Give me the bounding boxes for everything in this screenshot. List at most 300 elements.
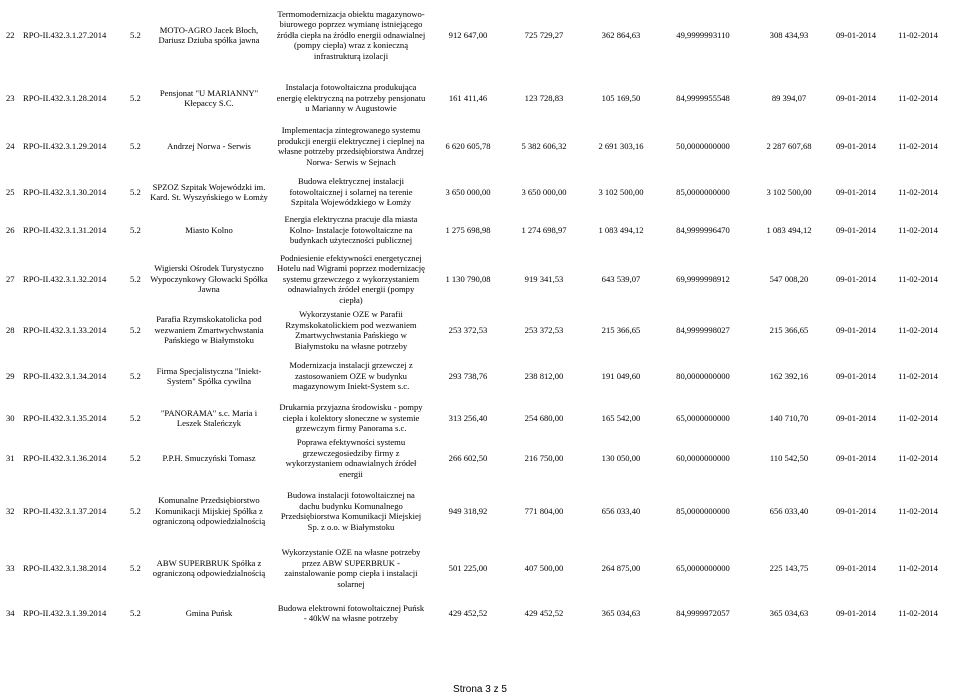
date-from-text: 09-01-2014 (835, 92, 877, 103)
cofinancing-percent (660, 254, 746, 304)
date-to-text: 11-02-2014 (898, 324, 938, 335)
grant-amount-text: 140 710,70 (769, 412, 809, 423)
total-cost (432, 122, 504, 170)
beneficiary-name-text: Andrzej Norwa - Serwis (167, 140, 251, 151)
grant-amount-text: 365 034,63 (769, 607, 809, 618)
cofinancing-amount-text: 215 366,65 (601, 324, 641, 335)
application-id (23, 308, 141, 352)
grant-amount (750, 396, 828, 440)
date-from (830, 172, 882, 212)
eligible-cost (508, 308, 580, 352)
cofinancing-amount (586, 598, 656, 628)
project-title-text: Energia elektryczna pracuje dla miasta Kolno- Instalacje fotowoltaiczne na budynkach użyteczności publicznej (284, 214, 418, 246)
project-title (276, 80, 426, 116)
measure-code: 5.2 (130, 607, 141, 618)
cofinancing-percent-text: 69,9999998912 (676, 273, 730, 284)
cofinancing-amount (586, 8, 656, 62)
beneficiary-name (150, 396, 268, 440)
beneficiary-name-text: Miasto Kolno (185, 224, 233, 235)
total-cost (432, 212, 504, 248)
date-from (830, 396, 882, 440)
date-to (888, 356, 948, 396)
grant-amount-text: 215 366,65 (769, 324, 809, 335)
grant-amount-text: 656 033,40 (769, 505, 809, 516)
project-title (276, 546, 426, 590)
eligible-cost (508, 8, 580, 62)
eligible-cost (508, 80, 580, 116)
beneficiary-name-text: Parafia Rzymskokatolicka pod wezwaniem Zmartwychwstania Pańskiego w Białymstoku (154, 314, 264, 346)
eligible-cost (508, 172, 580, 212)
project-title (276, 122, 426, 170)
date-from-text: 09-01-2014 (835, 452, 877, 463)
beneficiary-name-text: Wigierski Ośrodek Turystyczno Wypoczynkowy Głowacki Spółka Jawna (150, 263, 268, 295)
eligible-cost-text: 238 812,00 (524, 370, 564, 381)
eligible-cost-text: 429 452,52 (524, 607, 564, 618)
table-row (0, 254, 960, 304)
row-number-text: 33 (6, 562, 15, 573)
total-cost-text: 429 452,52 (448, 607, 488, 618)
application-id-text: RPO-II.432.3.1.27.2014 (23, 29, 107, 40)
date-from (830, 308, 882, 352)
grant-amount-text: 2 287 607,68 (766, 140, 812, 151)
cofinancing-percent-text: 65,0000000000 (676, 412, 730, 423)
measure-code: 5.2 (130, 140, 141, 151)
date-from (830, 122, 882, 170)
eligible-cost-text: 216 750,00 (524, 452, 564, 463)
application-id-text: RPO-II.432.3.1.32.2014 (23, 273, 107, 284)
date-to-text: 11-02-2014 (898, 505, 938, 516)
cofinancing-percent-text: 85,0000000000 (676, 505, 730, 516)
eligible-cost-text: 253 372,53 (524, 324, 564, 335)
cofinancing-percent-text: 85,0000000000 (676, 186, 730, 197)
row-number (6, 80, 20, 116)
date-to-text: 11-02-2014 (898, 224, 938, 235)
grant-amount (750, 8, 828, 62)
row-number-text: 32 (6, 505, 15, 516)
date-to (888, 546, 948, 590)
beneficiary-name-text: Komunalne Przedsiębiorstwo Komunikacji Mijskiej Spółka z ograniczoną odpowiedzialnością (152, 495, 266, 527)
project-title-text: Wykorzystanie OZE na własne potrzeby przez ABW SUPERBRUK - zainstalowanie pomp ciepła i instalacji solarnej (281, 547, 421, 589)
table-row (0, 598, 960, 628)
date-to (888, 212, 948, 248)
cofinancing-amount (586, 172, 656, 212)
application-id (23, 546, 141, 590)
cofinancing-amount-text: 3 102 500,00 (598, 186, 644, 197)
date-from (830, 80, 882, 116)
eligible-cost-text: 725 729,27 (524, 29, 564, 40)
application-id-text: RPO-II.432.3.1.36.2014 (23, 452, 107, 463)
project-title-text: Instalacja fotowoltaiczna produkująca energię elektryczną na potrzeby pensjonatu u Marianny w Augustowie (276, 82, 426, 114)
date-from-text: 09-01-2014 (835, 140, 877, 151)
date-to (888, 80, 948, 116)
table-row (0, 80, 960, 116)
date-from (830, 212, 882, 248)
beneficiary-name (150, 546, 268, 590)
cofinancing-percent-text: 84,9999972057 (676, 607, 730, 618)
measure-code: 5.2 (130, 505, 141, 516)
date-from (830, 254, 882, 304)
eligible-cost (508, 598, 580, 628)
beneficiary-name-text: "PANORAMA" s.c. Maria i Leszek Staleńczyk (160, 407, 258, 428)
project-title-text: Drukarnia przyjazna środowisku - pompy ciepła i kolektory słoneczne w systemie grzewczym firmy Panorama s.c. (279, 402, 423, 434)
cofinancing-amount-text: 362 864,63 (601, 29, 641, 40)
date-to-text: 11-02-2014 (898, 29, 938, 40)
project-title-text: Poprawa efektywności systemu grzewczegosiedziby firmy z wykorzystaniem odnawialnych źródeł energii (285, 437, 417, 479)
grant-amount (750, 598, 828, 628)
eligible-cost-text: 771 804,00 (524, 505, 564, 516)
beneficiary-name (150, 8, 268, 62)
date-to (888, 396, 948, 440)
application-id (23, 212, 141, 248)
application-id (23, 356, 141, 396)
beneficiary-name (150, 308, 268, 352)
total-cost (432, 8, 504, 62)
total-cost-text: 949 318,92 (448, 505, 488, 516)
total-cost-text: 3 650 000,00 (445, 186, 491, 197)
date-from (830, 480, 882, 542)
cofinancing-amount-text: 2 691 303,16 (598, 140, 644, 151)
row-number-text: 25 (6, 186, 15, 197)
application-id-text: RPO-II.432.3.1.37.2014 (23, 505, 107, 516)
beneficiary-name (150, 598, 268, 628)
total-cost-text: 253 372,53 (448, 324, 488, 335)
date-to (888, 254, 948, 304)
cofinancing-amount-text: 165 542,00 (601, 412, 641, 423)
project-title (276, 356, 426, 396)
cofinancing-amount-text: 130 050,00 (601, 452, 641, 463)
date-to (888, 442, 948, 474)
beneficiary-name-text: Gmina Puńsk (185, 607, 233, 618)
project-title (276, 212, 426, 248)
cofinancing-amount-text: 643 539,07 (601, 273, 641, 284)
date-from-text: 09-01-2014 (835, 505, 877, 516)
application-id (23, 80, 141, 116)
date-from-text: 09-01-2014 (835, 224, 877, 235)
project-title (276, 598, 426, 628)
eligible-cost-text: 5 382 606,32 (521, 140, 567, 151)
total-cost-text: 293 738,76 (448, 370, 488, 381)
cofinancing-amount-text: 191 049,60 (601, 370, 641, 381)
total-cost (432, 356, 504, 396)
cofinancing-percent-text: 60,0000000000 (676, 452, 730, 463)
eligible-cost (508, 254, 580, 304)
row-number (6, 254, 20, 304)
row-number (6, 546, 20, 590)
measure-code: 5.2 (130, 370, 141, 381)
measure-code: 5.2 (130, 562, 141, 573)
project-title-text: Termomodernizacja obiektu magazynowo-biurowego poprzez wymianę istniejącego źródła ciepła na źródło energii odnawialnej (pompy ciepła) wraz z konieczną infrastrukturą izolacji (276, 8, 426, 61)
row-number-text: 30 (6, 412, 15, 423)
cofinancing-percent-text: 49,9999993110 (676, 29, 730, 40)
cofinancing-amount (586, 396, 656, 440)
application-id-text: RPO-II.432.3.1.29.2014 (23, 140, 107, 151)
date-to-text: 11-02-2014 (898, 452, 938, 463)
total-cost-text: 501 225,00 (448, 562, 488, 573)
measure-code: 5.2 (130, 273, 141, 284)
cofinancing-percent (660, 546, 746, 590)
application-id (23, 598, 141, 628)
date-to-text: 11-02-2014 (898, 273, 938, 284)
row-number (6, 212, 20, 248)
cofinancing-percent-text: 84,9999998027 (676, 324, 730, 335)
grant-amount (750, 356, 828, 396)
table-row (0, 546, 960, 590)
date-from-text: 09-01-2014 (835, 29, 877, 40)
date-from (830, 442, 882, 474)
row-number-text: 23 (6, 92, 15, 103)
eligible-cost (508, 480, 580, 542)
cofinancing-percent-text: 80,0000000000 (676, 370, 730, 381)
project-title (276, 254, 426, 304)
total-cost-text: 1 130 790,08 (445, 273, 491, 284)
measure-code: 5.2 (130, 92, 141, 103)
grant-amount (750, 122, 828, 170)
project-title-text: Budowa elektrowni fotowoltaicznej Puńsk - 40kW na własne potrzeby (277, 602, 425, 623)
date-to (888, 308, 948, 352)
project-title (276, 172, 426, 212)
cofinancing-percent-text: 84,9999955548 (676, 92, 730, 103)
cofinancing-percent (660, 442, 746, 474)
table-row (0, 122, 960, 170)
cofinancing-amount-text: 365 034,63 (601, 607, 641, 618)
total-cost-text: 313 256,40 (448, 412, 488, 423)
cofinancing-amount (586, 356, 656, 396)
cofinancing-percent (660, 356, 746, 396)
grant-amount-text: 110 542,50 (769, 452, 809, 463)
project-title-text: Modernizacja instalacji grzewczej z zastosowaniem OZE w budynku magazynowym Iniekt-System s.c. (289, 360, 413, 392)
date-from-text: 09-01-2014 (835, 324, 877, 335)
grant-amount-text: 308 434,93 (769, 29, 809, 40)
measure-code: 5.2 (130, 29, 141, 40)
cofinancing-percent (660, 212, 746, 248)
total-cost (432, 480, 504, 542)
project-title-text: Wykorzystanie OZE w Parafii Rzymskokatolickiem pod wezwaniem Zmartwychwstania Pańskiego w Białymstoku na własne potrzeby (285, 309, 417, 351)
row-number-text: 31 (6, 452, 15, 463)
eligible-cost-text: 919 341,53 (524, 273, 564, 284)
cofinancing-amount (586, 308, 656, 352)
grant-amount (750, 80, 828, 116)
date-from (830, 546, 882, 590)
cofinancing-percent (660, 598, 746, 628)
cofinancing-amount-text: 1 083 494,12 (598, 224, 644, 235)
application-id-text: RPO-II.432.3.1.38.2014 (23, 562, 107, 573)
cofinancing-amount (586, 212, 656, 248)
cofinancing-percent (660, 172, 746, 212)
date-to (888, 598, 948, 628)
beneficiary-name (150, 480, 268, 542)
beneficiary-name-text: Pensjonat "U MARIANNY" Kłepaccy S.C. (159, 87, 259, 108)
eligible-cost (508, 212, 580, 248)
table-row (0, 437, 960, 479)
total-cost (432, 80, 504, 116)
beneficiary-name (150, 122, 268, 170)
row-number (6, 122, 20, 170)
beneficiary-name-text: P.P.H. Smuczyński Tomasz (162, 452, 256, 463)
eligible-cost (508, 396, 580, 440)
eligible-cost (508, 442, 580, 474)
date-from (830, 356, 882, 396)
cofinancing-amount (586, 442, 656, 474)
date-to-text: 11-02-2014 (898, 607, 938, 618)
date-to-text: 11-02-2014 (898, 186, 938, 197)
date-from-text: 09-01-2014 (835, 562, 877, 573)
grant-amount (750, 212, 828, 248)
date-to-text: 11-02-2014 (898, 412, 938, 423)
table-row (0, 480, 960, 542)
application-id (23, 480, 141, 542)
page-number: Strona 3 z 5 (453, 684, 507, 695)
measure-code: 5.2 (130, 186, 141, 197)
total-cost (432, 546, 504, 590)
date-to (888, 480, 948, 542)
eligible-cost-text: 254 680,00 (524, 412, 564, 423)
total-cost (432, 396, 504, 440)
eligible-cost-text: 407 500,00 (524, 562, 564, 573)
cofinancing-percent (660, 480, 746, 542)
grant-amount (750, 172, 828, 212)
application-id-text: RPO-II.432.3.1.33.2014 (23, 324, 107, 335)
measure-code: 5.2 (130, 452, 141, 463)
cofinancing-percent (660, 80, 746, 116)
date-to-text: 11-02-2014 (898, 140, 938, 151)
cofinancing-amount (586, 80, 656, 116)
table-row (0, 172, 960, 212)
date-from-text: 09-01-2014 (835, 273, 877, 284)
application-id-text: RPO-II.432.3.1.35.2014 (23, 412, 107, 423)
table-row (0, 212, 960, 248)
date-from (830, 8, 882, 62)
cofinancing-percent-text: 65,0000000000 (676, 562, 730, 573)
date-from (830, 598, 882, 628)
table-row (0, 356, 960, 396)
cofinancing-percent (660, 396, 746, 440)
row-number (6, 172, 20, 212)
date-from-text: 09-01-2014 (835, 186, 877, 197)
row-number (6, 442, 20, 474)
row-number-text: 22 (6, 29, 15, 40)
row-number (6, 598, 20, 628)
total-cost-text: 1 275 698,98 (445, 224, 491, 235)
grant-amount (750, 254, 828, 304)
grant-amount-text: 225 143,75 (769, 562, 809, 573)
date-to-text: 11-02-2014 (898, 370, 938, 381)
table-row (0, 308, 960, 352)
row-number-text: 24 (6, 140, 15, 151)
cofinancing-percent (660, 8, 746, 62)
cofinancing-amount (586, 254, 656, 304)
beneficiary-name-text: MOTO-AGRO Jacek Błoch, Dariusz Dziuba spółka jawna (158, 24, 260, 45)
total-cost (432, 442, 504, 474)
total-cost-text: 912 647,00 (448, 29, 488, 40)
total-cost-text: 161 411,46 (448, 92, 488, 103)
row-number-text: 34 (6, 607, 15, 618)
application-id (23, 396, 141, 440)
grant-amount-text: 1 083 494,12 (766, 224, 812, 235)
row-number (6, 396, 20, 440)
cofinancing-percent-text: 50,0000000000 (676, 140, 730, 151)
total-cost (432, 308, 504, 352)
measure-code: 5.2 (130, 324, 141, 335)
grant-amount-text: 3 102 500,00 (766, 186, 812, 197)
date-to (888, 172, 948, 212)
application-id (23, 442, 141, 474)
row-number (6, 356, 20, 396)
eligible-cost-text: 1 274 698,97 (521, 224, 567, 235)
total-cost (432, 172, 504, 212)
cofinancing-amount-text: 264 875,00 (601, 562, 641, 573)
application-id (23, 172, 141, 212)
eligible-cost-text: 123 728,83 (524, 92, 564, 103)
row-number (6, 480, 20, 542)
cofinancing-amount-text: 656 033,40 (601, 505, 641, 516)
measure-code: 5.2 (130, 224, 141, 235)
grant-amount (750, 308, 828, 352)
row-number-text: 28 (6, 324, 15, 335)
project-title-text: Podniesienie efektywności energetycznej Hotelu nad Wigrami poprzez modernizację systemu grzewczego z wykorzystaniem odnawialnych źródeł energii (pompy ciepła) (277, 252, 425, 305)
beneficiary-name (150, 356, 268, 396)
beneficiary-name (150, 80, 268, 116)
grant-amount-text: 89 394,07 (771, 92, 807, 103)
beneficiary-name (150, 172, 268, 212)
project-title (276, 437, 426, 479)
date-to (888, 8, 948, 62)
date-to (888, 122, 948, 170)
cofinancing-amount (586, 480, 656, 542)
grant-amount (750, 480, 828, 542)
row-number-text: 29 (6, 370, 15, 381)
beneficiary-name (150, 212, 268, 248)
eligible-cost (508, 356, 580, 396)
grant-amount-text: 547 008,20 (769, 273, 809, 284)
total-cost (432, 254, 504, 304)
application-id (23, 122, 141, 170)
table-row (0, 396, 960, 440)
cofinancing-amount (586, 546, 656, 590)
project-title-text: Budowa elektrycznej instalacji fotowoltaicznej i solarnej na terenie Szpitala Wojewódzkiego w Łomży (289, 176, 413, 208)
project-title-text: Implementacja zintegrowanego systemu produkcji energii elektrycznej i cieplnej na własne potrzeby przedsiębiorstwa Andrzej Norwa- Serwis w Sejnach (277, 125, 425, 167)
eligible-cost (508, 546, 580, 590)
beneficiary-name-text: Firma Specjalistyczna "Iniekt-System" Spółka cywilna (156, 365, 262, 386)
eligible-cost (508, 122, 580, 170)
eligible-cost-text: 3 650 000,00 (521, 186, 567, 197)
total-cost (432, 598, 504, 628)
grant-amount (750, 442, 828, 474)
application-id-text: RPO-II.432.3.1.30.2014 (23, 186, 107, 197)
application-id-text: RPO-II.432.3.1.31.2014 (23, 224, 107, 235)
cofinancing-amount (586, 122, 656, 170)
grant-amount-text: 162 392,16 (769, 370, 809, 381)
row-number-text: 27 (6, 273, 15, 284)
application-id-text: RPO-II.432.3.1.28.2014 (23, 92, 107, 103)
date-to-text: 11-02-2014 (898, 92, 938, 103)
date-from-text: 09-01-2014 (835, 370, 877, 381)
row-number (6, 308, 20, 352)
grant-amount (750, 546, 828, 590)
application-id-text: RPO-II.432.3.1.39.2014 (23, 607, 107, 618)
cofinancing-percent (660, 308, 746, 352)
project-title-text: Budowa instalacji fotowoltaicznej na dachu budynku Komunalnego Przedsiębiorstwa Komunikacji Miejskiej Sp. z o.o. w Białymstoku (280, 490, 422, 532)
project-title (276, 480, 426, 542)
cofinancing-amount-text: 105 169,50 (601, 92, 641, 103)
measure-code: 5.2 (130, 412, 141, 423)
table-row (0, 8, 960, 62)
application-id (23, 254, 141, 304)
date-from-text: 09-01-2014 (835, 412, 877, 423)
beneficiary-name (150, 254, 268, 304)
application-id (23, 8, 141, 62)
beneficiary-name (150, 442, 268, 474)
row-number (6, 8, 20, 62)
